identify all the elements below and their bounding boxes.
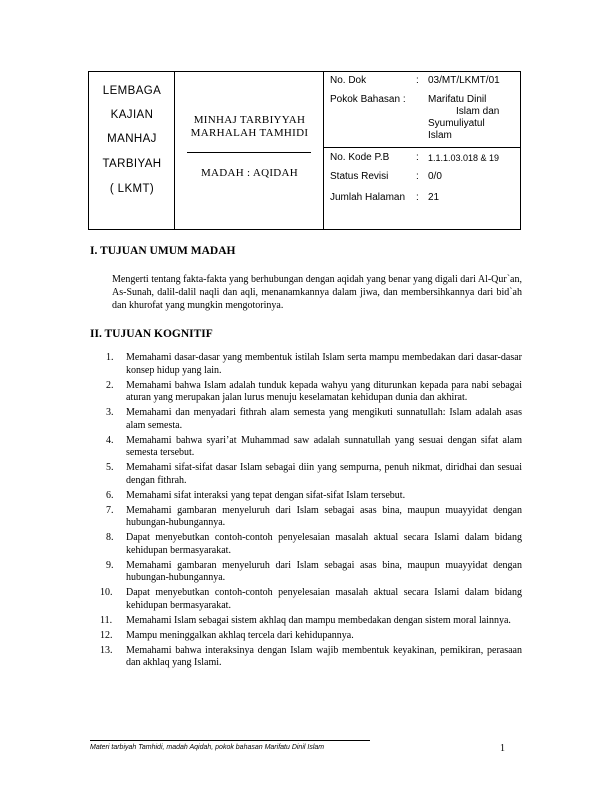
item-text: Memahami bahwa Islam adalah tunduk kepada wahyu yang diturunkan kepada para nabi sebagai aturan yang merupakan jalan lurus menuju keselamatan kehidupan dunia dan akhirat. (126, 379, 522, 403)
org-line: KAJIAN (110, 109, 154, 121)
org-line: LEMBAGA (102, 85, 162, 97)
colon: : (416, 152, 419, 163)
halaman-label: Jumlah Halaman (330, 192, 406, 203)
info-divider (324, 147, 520, 148)
item-number: 3. (106, 407, 114, 418)
item-text: Dapat menyebutkan contoh-contoh penyelesaian masalah aktual secara Islami dalam bidang kehidupan bermasyarakat. (126, 587, 522, 611)
item-text: Memahami gambaran menyeluruh dari Islam sebagai asas bina, maupun muayyidat dengan hubungan-hubungannya. (126, 559, 522, 583)
item-text: Memahami dan menyadari fithrah alam semesta yang mengikuti sunnatullah: Islam adalah asas alam semesta. (126, 407, 522, 431)
section2-heading: II. TUJUAN KOGNITIF (90, 328, 213, 340)
kode-value: 1.1.1.03.018 & 19 (428, 153, 500, 163)
pokok-value-line: Syumuliyatul (428, 118, 485, 129)
item-text: Memahami bahwa interaksinya dengan Islam wajib membentuk keyakinan, pemikiran, perasaan dan akhlaq yang Islami. (126, 644, 522, 668)
item-number: 6. (106, 489, 114, 501)
no-dok-label: No. Dok (330, 75, 367, 86)
org-line: TARBIYAH (102, 158, 162, 170)
halaman-value: 21 (428, 192, 440, 203)
objectives-list (90, 352, 522, 672)
item-text: Mampu meninggalkan akhlaq tercela dari kehidupannya. (126, 629, 354, 641)
colon: : (416, 192, 419, 203)
list-item (90, 587, 522, 612)
item-number: 4. (106, 434, 114, 446)
item-text: Memahami gambaran menyeluruh dari Islam sebagai asas bina, maupun muayyidat dengan hubungan-hubungannya. (126, 504, 522, 528)
pokok-value-line: Islam (428, 130, 452, 141)
colon: : (416, 171, 419, 182)
list-item (90, 560, 522, 585)
item-number: 2. (106, 379, 114, 391)
list-item (90, 462, 522, 487)
madah-label: MADAH : AQIDAH (200, 167, 299, 179)
list-item (90, 435, 522, 460)
section1-heading: I. TUJUAN UMUM MADAH (90, 245, 236, 257)
org-cell (89, 72, 175, 229)
footer-text: Materi tarbiyah Tamhidi, madah Aqidah, pokok bahasan Marifatu Dinil Islam (90, 744, 325, 751)
item-number: 8. (106, 532, 114, 543)
item-text: Memahami bahwa syari’at Muhammad saw adalah sunnatullah yang sesuai dengan sifat alam semesta tersebut. (126, 434, 522, 458)
item-text: Memahami sifat-sifat dasar Islam sebagai diin yang sempurna, penuh nikmat, diridhai dan sesuai dengan fithrah. (126, 462, 522, 486)
item-text: Memahami sifat interaksi yang tepat dengan sifat-sifat Islam tersebut. (126, 489, 406, 501)
list-item (90, 532, 522, 557)
pokok-label: Pokok Bahasan : (330, 94, 406, 105)
list-item (90, 615, 522, 628)
list-item (90, 645, 522, 670)
item-text: Memahami Islam sebagai sistem akhlaq dan mampu membedakan dengan sistem moral lainnya. (126, 614, 511, 626)
list-item (90, 490, 522, 503)
item-number: 13. (100, 644, 113, 656)
title-divider (187, 152, 311, 153)
item-number: 9. (106, 559, 114, 571)
list-item (90, 505, 522, 530)
item-number: 11. (100, 614, 113, 626)
section1-paragraph: Mengerti tentang fakta-fakta yang berhubungan dengan aqidah yang benar yang digali dari Al-Qur`an, As-Sunah, dalil-dalil naqli dan aqli, menanamkannya dalam jiwa, dan membersihkannya dari bid`ah dan khurofat yang mungkin mengotorinya. (112, 274, 522, 311)
kode-label: No. Kode P.B (330, 152, 390, 163)
colon: : (416, 75, 419, 86)
item-number: 7. (106, 504, 114, 516)
revisi-value: 0/0 (428, 171, 442, 182)
title-line: MARHALAH TAMHIDI (190, 127, 309, 139)
item-text: Dapat menyebutkan contoh-contoh penyelesaian masalah aktual secara Islami dalam bidang kehidupan bermasyarakat. (126, 532, 522, 556)
title-cell (175, 72, 324, 229)
header-table (88, 71, 521, 230)
list-item (90, 380, 522, 405)
footer-divider (90, 740, 370, 741)
list-item (90, 630, 522, 643)
item-number: 5. (106, 462, 114, 473)
title-line: MINHAJ TARBIYYAH (193, 114, 306, 126)
item-number: 1. (106, 352, 114, 363)
doc-info-cell (324, 72, 520, 229)
item-number: 12. (100, 629, 113, 641)
list-item (90, 352, 522, 377)
page-number: 1 (500, 743, 505, 754)
org-line: MANHAJ (107, 133, 157, 145)
pokok-value-line: Islam dan (456, 106, 500, 117)
pokok-value-line: Marifatu Dinil (428, 94, 487, 105)
org-line: ( LKMT) (109, 183, 155, 195)
item-text: Memahami dasar-dasar yang membentuk istilah Islam serta mampu membedakan dari dasar-dasar konsep hidup yang lain. (126, 352, 522, 376)
no-dok-value: 03/MT/LKMT/01 (428, 75, 500, 86)
revisi-label: Status Revisi (330, 171, 389, 182)
list-item (90, 407, 522, 432)
item-number: 10. (100, 587, 113, 598)
